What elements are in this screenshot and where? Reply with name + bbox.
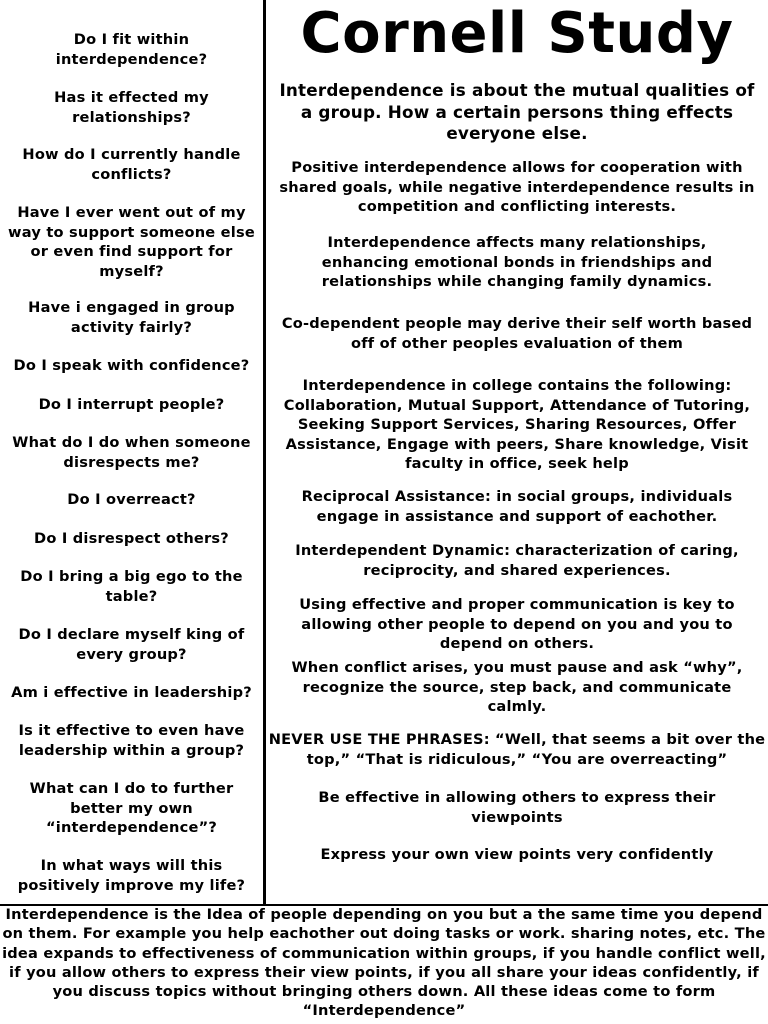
- cue-question: In what ways will this positively improve my life?: [17, 857, 246, 894]
- note-paragraph: Co-dependent people may derive their self worth based off of other peoples evaluation of them: [281, 315, 753, 352]
- cue-question: Have I ever went out of my way to support someone else or even find support for myself?: [8, 204, 255, 280]
- cue-question: Do I fit within interdependence?: [55, 31, 208, 68]
- cue-question: Do I bring a big ego to the table?: [20, 568, 243, 605]
- cue-question: Is it effective to even have leadership within a group?: [18, 722, 245, 759]
- note-paragraph: Express your own view points very confidently: [320, 846, 714, 863]
- cue-question: Do I overreact?: [67, 491, 196, 508]
- cue-question: Do I speak with confidence?: [13, 357, 250, 374]
- cue-question: What can I do to further better my own “interdependence”?: [29, 780, 234, 836]
- cue-question: Has it effected my relationships?: [54, 89, 209, 126]
- page-title: Cornell Study: [300, 1, 734, 66]
- note-paragraph: Be effective in allowing others to express their viewpoints: [318, 789, 716, 826]
- note-paragraph: When conflict arises, you must pause and ask “why”, recognize the source, step back, and communicate calmly.: [291, 659, 743, 715]
- note-paragraph: Using effective and proper communication is key to allowing other people to depend on you and you to depend on others.: [299, 596, 735, 652]
- cue-question: What do I do when someone disrespects me?: [12, 434, 251, 471]
- note-warning: NEVER USE THE PHRASES: “Well, that seems a bit over the top,” “That is ridiculous,” “You are overreacting”: [268, 731, 766, 768]
- cue-column: [0, 0, 263, 905]
- summary-section: Interdependence is the Idea of people depending on you but a the same time you depend on them. For example you help eachother out doing tasks or work. sharing notes, etc. The idea expands to effectiveness of communication within groups, if you handle conflict well, if you allow others to express their view points, if you all share your ideas confidently, if you discuss topics without bringing others down. All these ideas come to form “Interdependence”: [2, 906, 766, 1020]
- note-paragraph: Interdependent Dynamic: characterization of caring, reciprocity, and shared experiences.: [295, 542, 739, 579]
- cue-question: Do I disrespect others?: [34, 530, 229, 547]
- cue-question: Do I interrupt people?: [38, 396, 225, 413]
- cue-question: Am i effective in leadership?: [11, 684, 252, 701]
- note-paragraph: Positive interdependence allows for cooperation with shared goals, while negative interdependence results in competition and conflicting interests.: [279, 159, 755, 215]
- cue-question: Do I declare myself king of every group?: [18, 626, 245, 663]
- cue-question: How do I currently handle conflicts?: [22, 146, 241, 183]
- notes-column: [266, 0, 768, 905]
- note-paragraph: Interdependence in college contains the following: Collaboration, Mutual Support, Attendance of Tutoring, Seeking Support Services, Sharing Resources, Offer Assistance, Engage with peers, Share knowledge, Visit faculty in office, seek help: [283, 377, 751, 472]
- note-paragraph: Interdependence affects many relationships, enhancing emotional bonds in friendships and relationships while changing family dynamics.: [321, 234, 713, 290]
- note-definition: Interdependence is about the mutual qualities of a group. How a certain persons thing effects everyone else.: [279, 80, 755, 143]
- cue-question: Have i engaged in group activity fairly?: [28, 299, 235, 336]
- note-paragraph: Reciprocal Assistance: in social groups, individuals engage in assistance and support of eachother.: [301, 488, 733, 525]
